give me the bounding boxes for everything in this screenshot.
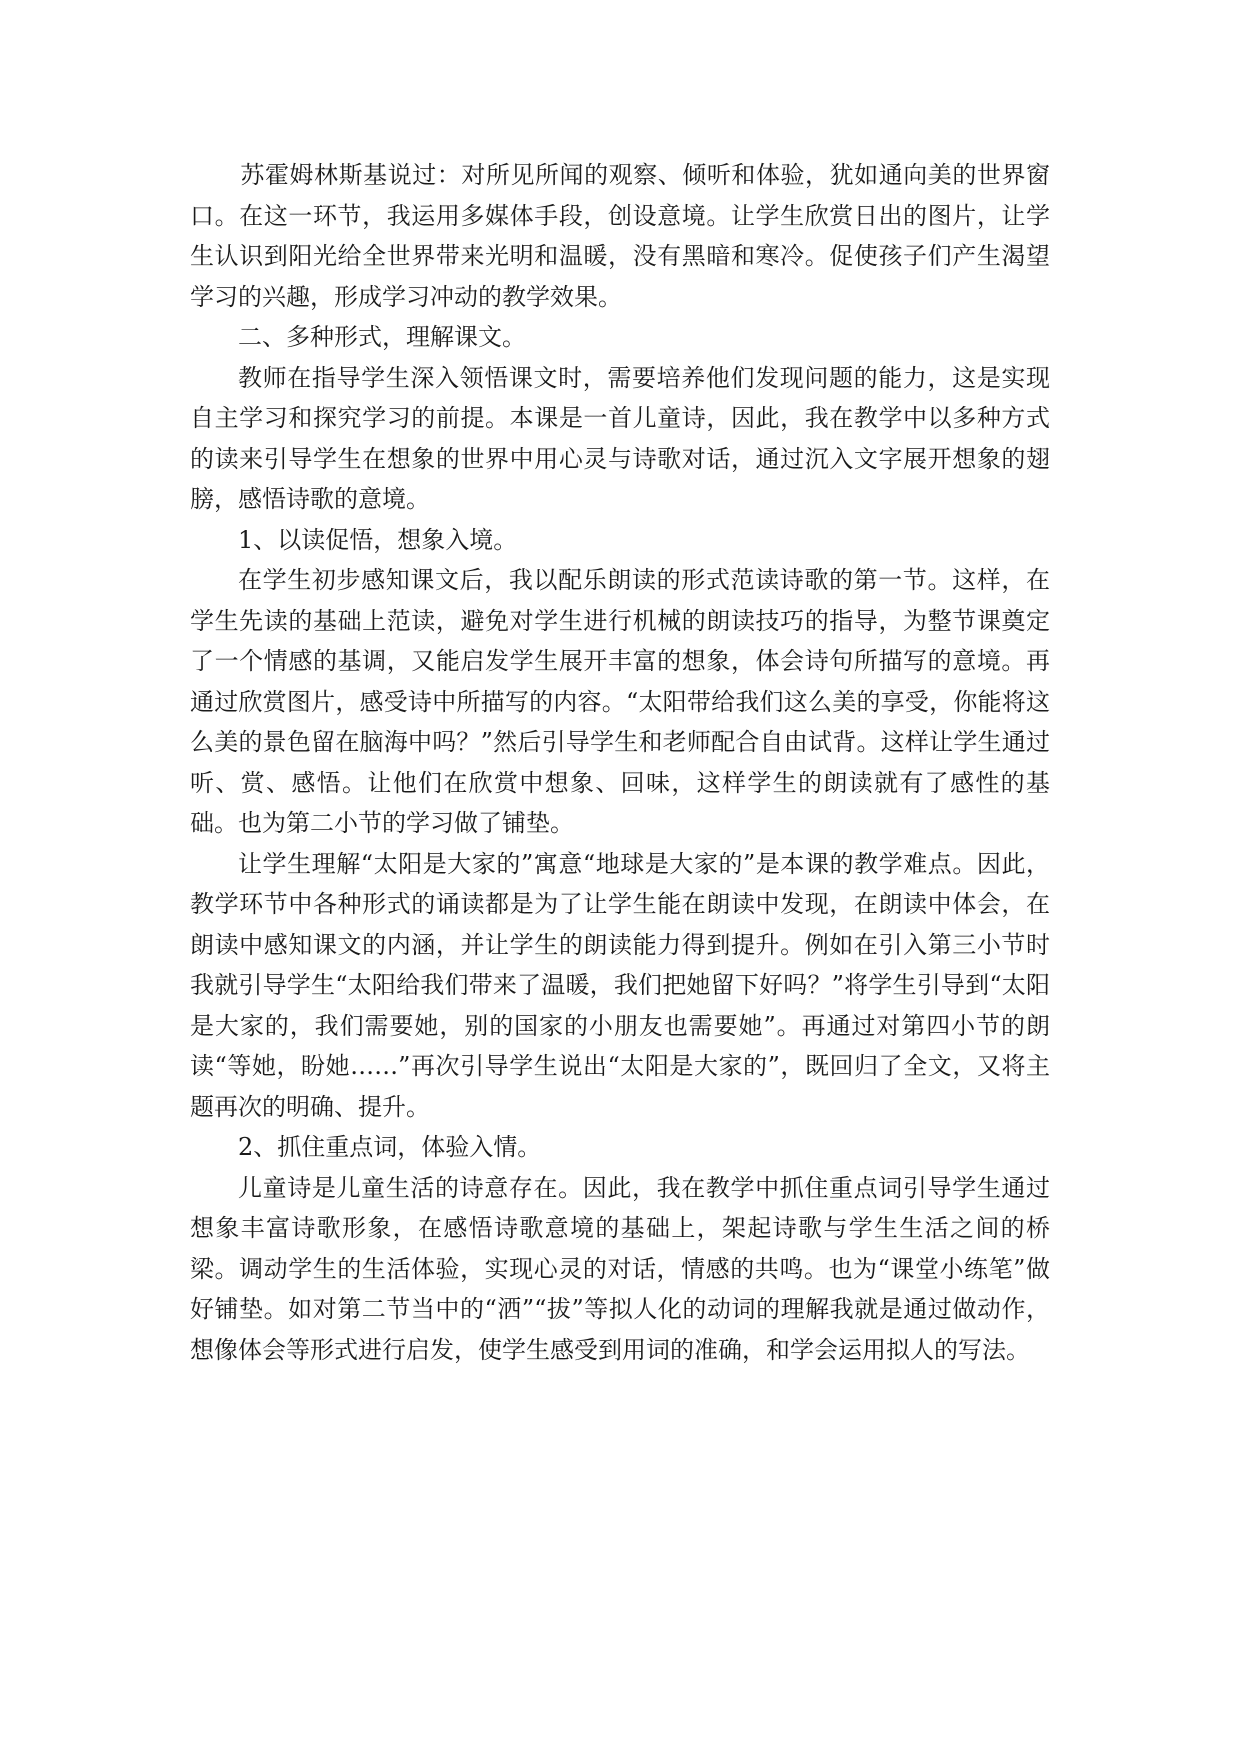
paragraph-section-2-intro: 教师在指导学生深入领悟课文时，需要培养他们发现问题的能力，这是实现自主学习和探究学习的前提。本课是一首儿童诗，因此，我在教学中以多种方式的读来引导学生在想象的世界中用心灵与诗歌对话，通过沉入文字展开想象的翅膀，感悟诗歌的意境。: [190, 363, 1050, 513]
paragraph-reading: 在学生初步感知课文后，我以配乐朗读的形式范读诗歌的第一节。这样，在学生先读的基础上范读，避免对学生进行机械的朗读技巧的指导，为整节课奠定了一个情感的基调，又能启发学生展开丰富的想象，体会诗句所描写的意境。再通过欣赏图片，感受诗中所描写的内容。“太阳带给我们这么美的享受，你能将这么美的景色留在脑海中吗？”然后引导学生和老师配合自由试背。这样让学生通过听、赏、感悟。让他们在欣赏中想象、回味，这样学生的朗读就有了感性的基础。也为第二小节的学习做了铺垫。: [190, 566, 1050, 837]
paragraph-keywords: 儿童诗是儿童生活的诗意存在。因此，我在教学中抓住重点词引导学生通过想象丰富诗歌形象，在感悟诗歌意境的基础上，架起诗歌与学生生活之间的桥梁。调动学生的生活体验，实现心灵的对话，情感的共鸣。也为“课堂小练笔”做好铺垫。如对第二节当中的“洒”“拔”等拟人化的动词的理解我就是通过做动作，想像体会等形式进行启发，使学生感受到用词的准确，和学会运用拟人的写法。: [190, 1173, 1050, 1364]
subheading-2: 2、抓住重点词，体验入情。: [238, 1133, 542, 1161]
paragraph-difficulty: 让学生理解“太阳是大家的”寓意“地球是大家的”是本课的教学难点。因此，教学环节中各种形式的诵读都是为了让学生能在朗读中发现，在朗读中体会，在朗读中感知课文的内涵，并让学生的朗读能力得到提升。例如在引入第三小节时我就引导学生“太阳给我们带来了温暖，我们把她留下好吗？”将学生引导到“太阳是大家的，我们需要她，别的国家的小朋友也需要她”。再通过对第四小节的朗读“等她，盼她……”再次引导学生说出“太阳是大家的”，既回归了全文，又将主题再次的明确、提升。: [190, 849, 1050, 1121]
document-body: [190, 155, 1050, 1370]
subheading-1: 1、以读促悟，想象入境。: [238, 525, 518, 554]
section-heading-2: 二、多种形式，理解课文。: [238, 323, 526, 351]
paragraph-intro: 苏霍姆林斯基说过：对所见所闻的观察、倾听和体验，犹如通向美的世界窗口。在这一环节，我运用多媒体手段，创设意境。让学生欣赏日出的图片，让学生认识到阳光给全世界带来光明和温暖，没有黑暗和寒冷。促使孩子们产生渴望学习的兴趣，形成学习冲动的教学效果。: [190, 161, 1050, 311]
